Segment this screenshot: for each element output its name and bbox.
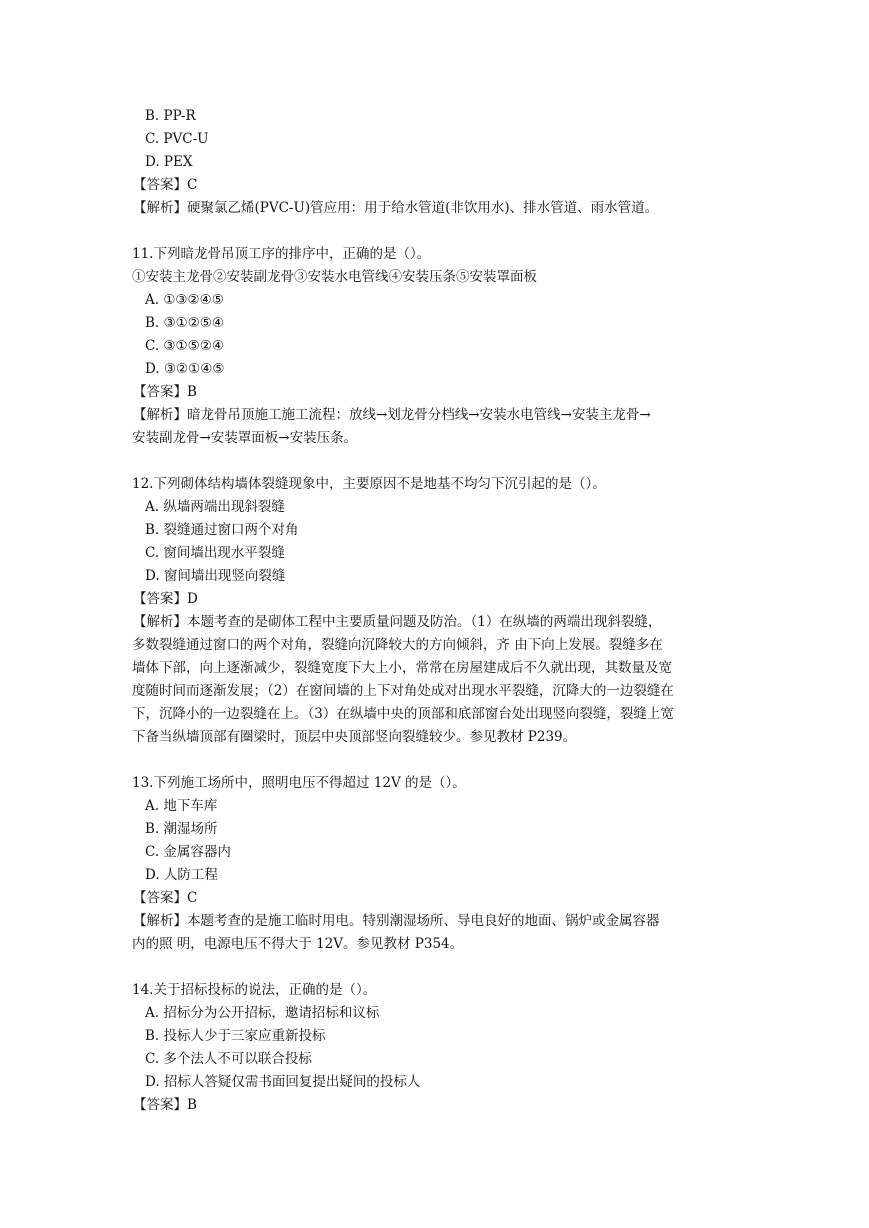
answer-label: 【答案】C [133, 890, 198, 906]
option-d: D. 招标人答疑仅需书面回复提出疑间的投标人 [145, 1074, 421, 1090]
option-b: B. 投标人少于三家应重新投标 [145, 1028, 326, 1044]
option-c: C. 金属容器内 [145, 844, 231, 860]
option-d: D. 人防工程 [145, 867, 218, 883]
option-c: C. ③①⑤②④ [145, 338, 224, 354]
analysis-text: 下备当纵墙顶部有圈梁时，顶层中央顶部竖向裂缝较少。参见教材 P239。 [132, 729, 577, 745]
option-d: D. ③②①④⑤ [145, 361, 225, 377]
option-b: B. ③①②⑤④ [145, 315, 225, 331]
option-a: A. 地下车库 [145, 798, 218, 814]
option-b: B. 潮湿场所 [145, 821, 218, 837]
option-d: D. PEX [145, 154, 193, 170]
option-a: A. ①③②④⑤ [145, 292, 224, 308]
question-subtext: ①安装主龙骨②安装副龙骨③安装水电管线④安装压条⑤安装罩面板 [132, 269, 537, 285]
answer-label: 【答案】B [133, 384, 197, 400]
option-c: C. PVC-U [145, 131, 209, 147]
option-b: B. PP-R [145, 108, 196, 124]
option-d: D. 窗间墙出现竖向裂缝 [145, 568, 286, 584]
option-a: A. 招标分为公开招标，邀请招标和议标 [145, 1005, 380, 1021]
analysis-text: 度随时间而逐渐发展；（2）在窗间墙的上下对角处成对出现水平裂缝，沉降大的一边裂缝在 [132, 683, 674, 699]
question-stem: 14.关于招标投标的说法，正确的是（）。 [132, 982, 377, 998]
analysis-text: 下，沉降小的一边裂缝在上。（3）在纵墙中央的顶部和底部窗台处出现竖向裂缝，裂缝上宽 [132, 706, 674, 722]
analysis-text: 内的照 明，电源电压不得大于 12V。参见教材 P354。 [132, 936, 464, 952]
answer-label: 【答案】C [133, 177, 198, 193]
option-a: A. 纵墙两端出现斜裂缝 [145, 499, 285, 515]
question-stem: 11.下列暗龙骨吊顶工序的排序中，正确的是（）。 [132, 246, 431, 262]
analysis-text: 【解析】本题考查的是砌体工程中主要质量问题及防治。（1）在纵墙的两端出现斜裂缝， [133, 614, 662, 630]
analysis-text: 墙体下部，向上逐渐减少，裂缝宽度下大上小，常常在房屋建成后不久就出现，其数量及宽 [132, 660, 672, 676]
analysis-text: 安装副龙骨→安装罩面板→安装压条。 [132, 430, 358, 446]
analysis-text: 【解析】暗龙骨吊顶施工施工流程：放线→划龙骨分档线→安装水电管线→安装主龙骨→ [133, 407, 651, 423]
question-stem: 12.下列砌体结构墙体裂缝现象中，主要原因不是地基不均匀下沉引起的是（）。 [132, 476, 606, 492]
analysis-text: 【解析】本题考查的是施工临时用电。特别潮湿场所、导电良好的地面、锅炉或金属容器 [133, 913, 660, 929]
answer-label: 【答案】D [133, 591, 198, 607]
option-c: C. 窗间墙出现水平裂缝 [145, 545, 285, 561]
answer-label: 【答案】B [133, 1097, 197, 1113]
option-c: C. 多个法人不可以联合投标 [145, 1051, 312, 1067]
analysis-text: 【解析】硬聚氯乙烯(PVC-U)管应用：用于给水管道(非饮用水)、排水管道、雨水管道。 [133, 200, 659, 216]
option-b: B. 裂缝通过窗口两个对角 [145, 522, 299, 538]
analysis-text: 多数裂缝通过窗口的两个对角，裂缝向沉降较大的方向倾斜，齐 由下向上发展。裂缝多在 [132, 637, 663, 653]
question-stem: 13.下列施工场所中，照明电压不得超过 12V 的是（）。 [132, 775, 466, 791]
